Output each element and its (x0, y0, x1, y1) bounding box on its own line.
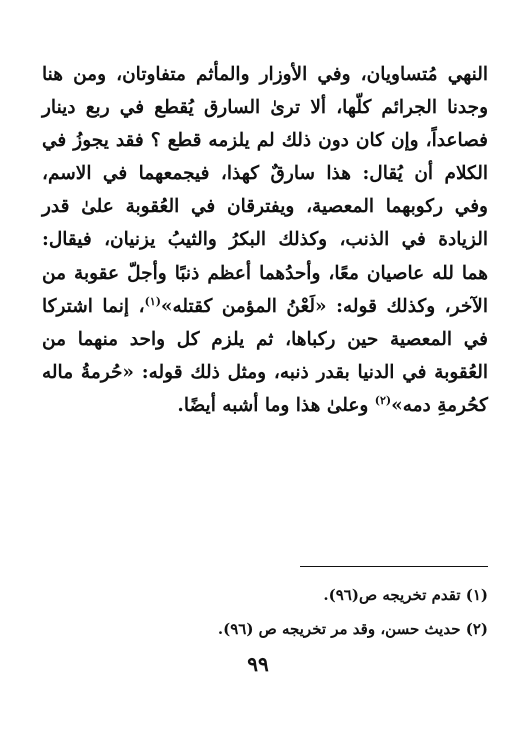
page-number: ٩٩ (247, 652, 269, 676)
footnotes (120, 578, 488, 646)
text-segment: كحُرمةِ دمه» (391, 394, 488, 416)
text-line-with-ref (42, 389, 488, 422)
footnote-ref-1: (١) (144, 294, 161, 308)
text-line: الزيادة في الذنب، وكذلك البكرُ والثيبُ يزنيان، فيقال: (42, 229, 488, 251)
footnote-ref-2: (٢) (374, 393, 392, 407)
text-line: فصاعداً، وإن كان دون ذلك لم يلزمه قطع ؟ فقد يجوزُ في (42, 130, 488, 152)
text-line: وجدنا الجرائم كلّها، ألا ترىٰ السارق يُقطع في ربع دينار (42, 97, 488, 119)
main-text-block (42, 58, 488, 422)
footnote-2: (٢) حديث حسن، وقد مر تخريجه ص (٩٦). (217, 620, 488, 638)
text-segment: وعلىٰ هذا وما أشبه أيضًا. (177, 394, 375, 416)
text-line-with-ref (42, 290, 488, 323)
text-line: العُقوبة في الدنيا بقدر ذنبه، ومثل ذلك قوله: «حُرمةُ ماله (42, 361, 488, 383)
text-line: هما لله عاصيان معًا، وأحدُهما أعظم ذنبًا وأجلّ عقوبة من (42, 262, 488, 284)
text-segment: الآخر، وكذلك قوله: «لَعْنُ المؤمن كقتله» (160, 295, 488, 317)
text-line: في المعصية حين ركباها، ثم يلزم كل واحد منهما من (42, 328, 488, 350)
footnote-1: (١) تقدم تخريجه ص(٩٦). (323, 586, 488, 604)
text-segment: ، إنما اشتركا (42, 295, 145, 317)
text-line: الكلام أن يُقال: هذا سارقٌ كهذا، فيجمعهما في الاسم، (42, 163, 488, 185)
footnote-separator (300, 566, 488, 567)
text-line: وفي ركوبهما المعصية، ويفترقان في العُقوبة علىٰ قدر (42, 196, 488, 218)
text-line: النهي مُتساويان، وفي الأوزار والمأثم متفاوتان، ومن هنا (42, 64, 488, 85)
